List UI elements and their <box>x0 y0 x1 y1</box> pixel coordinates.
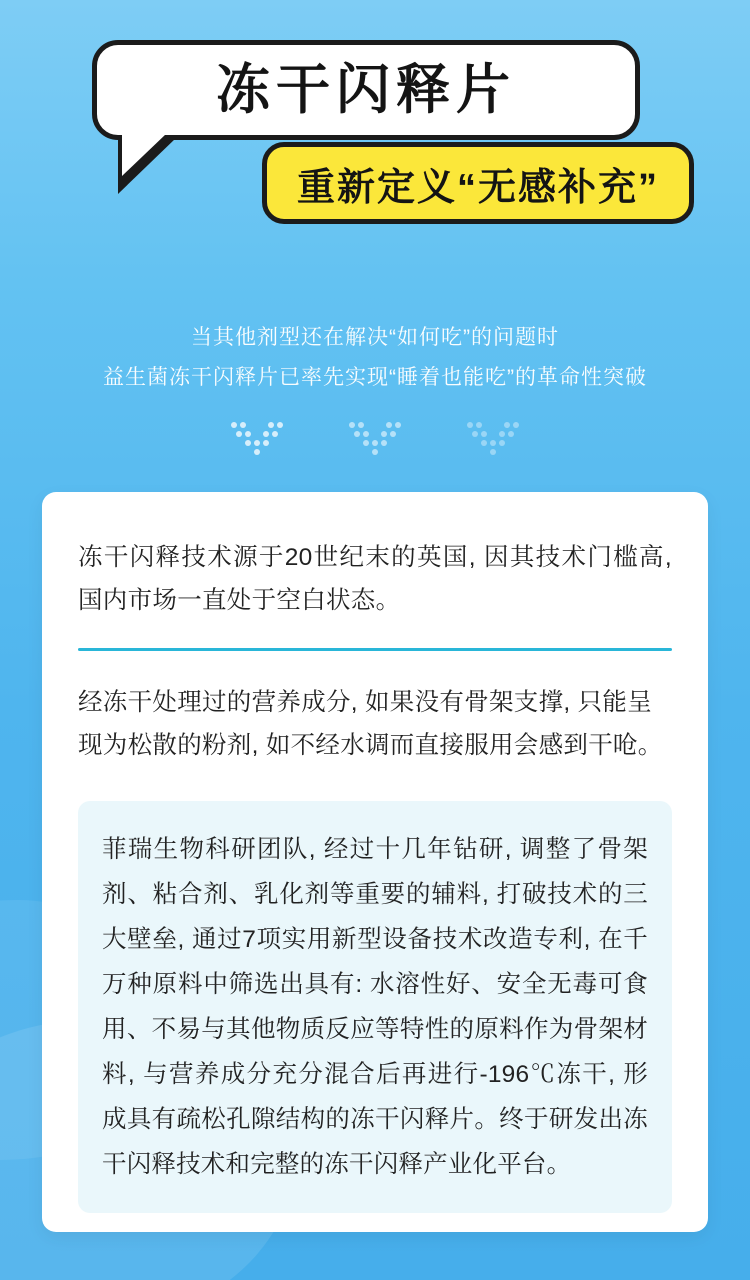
card-paragraph-1: 冻干闪释技术源于20世纪末的英国, 因其技术门槛高, 国内市场一直处于空白状态。 <box>78 544 672 614</box>
chevron-down-dotted-icon <box>229 420 285 462</box>
bubble-tail-fill <box>122 134 166 176</box>
lead-line-2: 益生菌冻干闪释片已率先实现“睡着也能吃”的革命性突破 <box>103 366 647 389</box>
subtitle-bubble <box>262 142 694 224</box>
lead-line-1: 当其他剂型还在解决“如何吃”的问题时 <box>191 326 559 349</box>
card-paragraph-3: 菲瑞生物科研团队, 经过十几年钻研, 调整了骨架剂、粘合剂、乳化剂等重要的辅料, 打破技术的三大壁垒, 通过7项实用新型设备技术改造专利, 在千万种原料中筛选出具有: 水溶性好、安全无毒可食用、不易与其他物质反应等特性的原料作为骨架材料, 与营养成分充分混合后再进行-196℃冻干, 形成具有疏松孔隙结构的冻干闪释片。终于研发出冻干闪释技术和完整的冻干闪释产业化平台。 <box>102 836 648 1178</box>
highlight-box <box>78 801 672 1213</box>
page-subtitle: 重新定义“无感补充” <box>296 166 659 209</box>
page-title: 冻干闪释片 <box>216 60 516 120</box>
chevron-down-dotted-icon <box>465 420 521 462</box>
title-bubble <box>92 40 640 140</box>
section-divider <box>78 648 672 651</box>
lead-paragraph <box>0 318 750 398</box>
content-card <box>42 492 708 1232</box>
chevron-group <box>0 420 750 462</box>
card-paragraph-2: 经冻干处理过的营养成分, 如果没有骨架支撑, 只能呈现为松散的粉剂, 如不经水调而直接服用会感到干呛。 <box>78 689 663 759</box>
header-section <box>0 0 750 270</box>
chevron-down-dotted-icon <box>347 420 403 462</box>
